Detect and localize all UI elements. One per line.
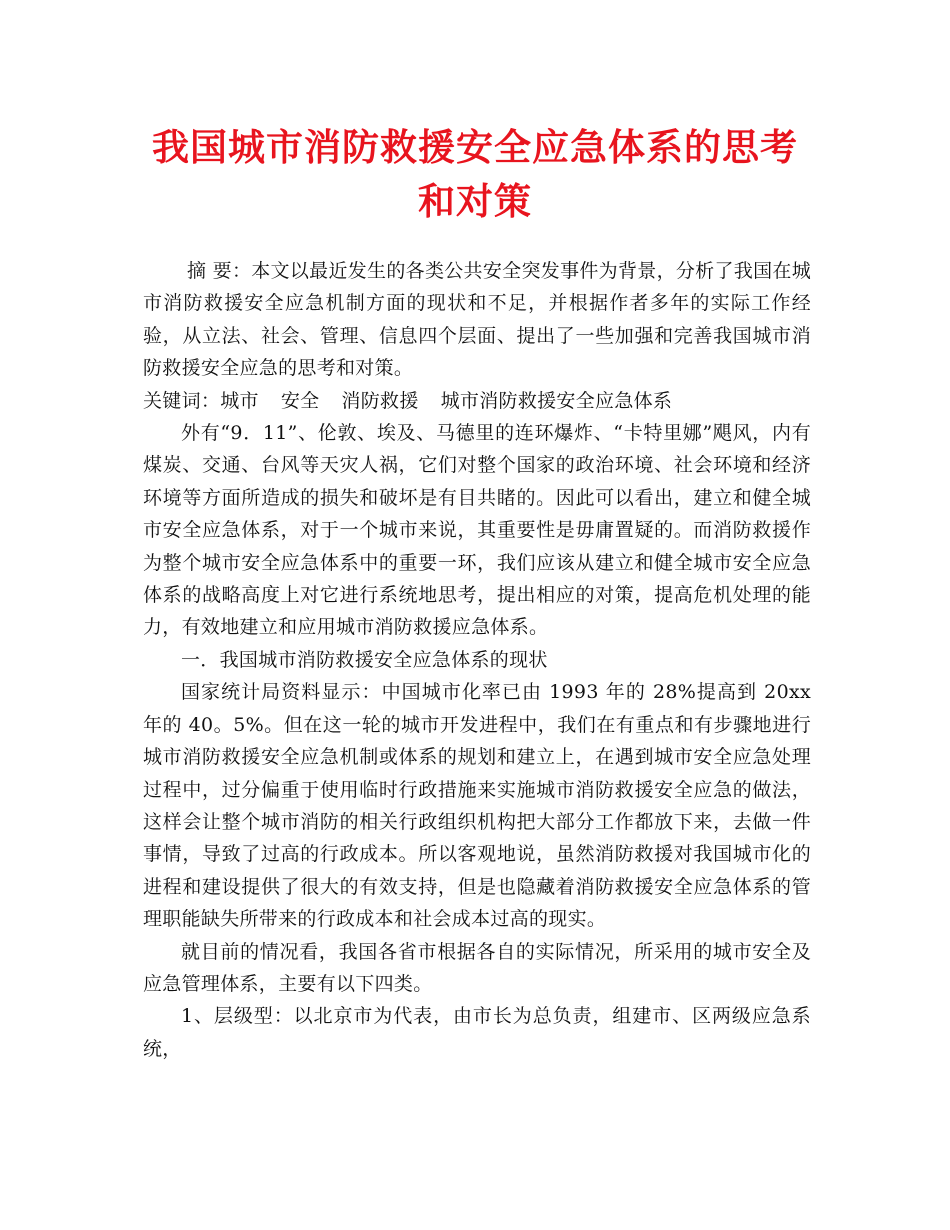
document-body xyxy=(143,255,811,1065)
keyword-item: 城市消防救援安全应急体系 xyxy=(440,389,673,412)
section-heading: 一．我国城市消防救援安全应急体系的现状 xyxy=(181,648,548,671)
keywords-line xyxy=(143,385,811,417)
list-item-paragraph: 1、层级型：以北京市为代表，由市长为总负责，组建市、区两级应急系统， xyxy=(143,1005,811,1060)
keyword-item: 安全 xyxy=(280,389,320,412)
body-paragraph: 外有“9．11”、伦敦、埃及、马德里的连环爆炸、“卡特里娜”飓风，内有煤炭、交通、台风等天灾人祸，它们对整个国家的政治环境、社会环境和经济环境等方面所造成的损失和破坏是有目共睹的。因此可以看出，建立和健全城市安全应急体系，对于一个城市来说，其重要性是毋庸置疑的。而消防救援作为整个城市安全应急体系中的重要一环，我们应该从建立和健全城市安全应急体系的战略高度上对它进行系统地思考，提出相应的对策，提高危机处理的能力，有效地建立和应用城市消防救援应急体系。 xyxy=(143,422,811,639)
keywords-label: 关键词： xyxy=(143,389,221,412)
keyword-item: 消防救援 xyxy=(341,389,419,412)
body-paragraph: 国家统计局资料显示：中国城市化率已由 1993 年的 28%提高到 20xx 年的 40。5%。但在这一轮的城市开发进程中，我们在有重点和有步骤地进行城市消防救援安全应急机制或体系的规划和建立上，在遇到城市安全应急处理过程中，过分偏重于使用临时行政措施来实施城市消防救援安全应急的做法，这样会让整个城市消防的相关行政组织机构把大部分工作都放下来，去做一件事情，导致了过高的行政成本。所以客观地说，虽然消防救援对我国城市化的进程和建设提供了很大的有效支持，但是也隐藏着消防救援安全应急体系的管理职能缺失所带来的行政成本和社会成本过高的现实。 xyxy=(143,681,811,931)
body-paragraph: 就目前的情况看，我国各省市根据各自的实际情况，所采用的城市安全及应急管理体系，主要有以下四类。 xyxy=(143,940,811,995)
keyword-item: 城市 xyxy=(220,389,259,412)
abstract-paragraph: 摘 要：本文以最近发生的各类公共安全突发事件为背景，分析了我国在城市消防救援安全应急机制方面的现状和不足，并根据作者多年的实际工作经验，从立法、社会、管理、信息四个层面、提出了一些加强和完善我国城市消防救援安全应急的思考和对策。 xyxy=(143,260,811,380)
document-title: 我国城市消防救援安全应急体系的思考和对策 xyxy=(152,125,798,223)
